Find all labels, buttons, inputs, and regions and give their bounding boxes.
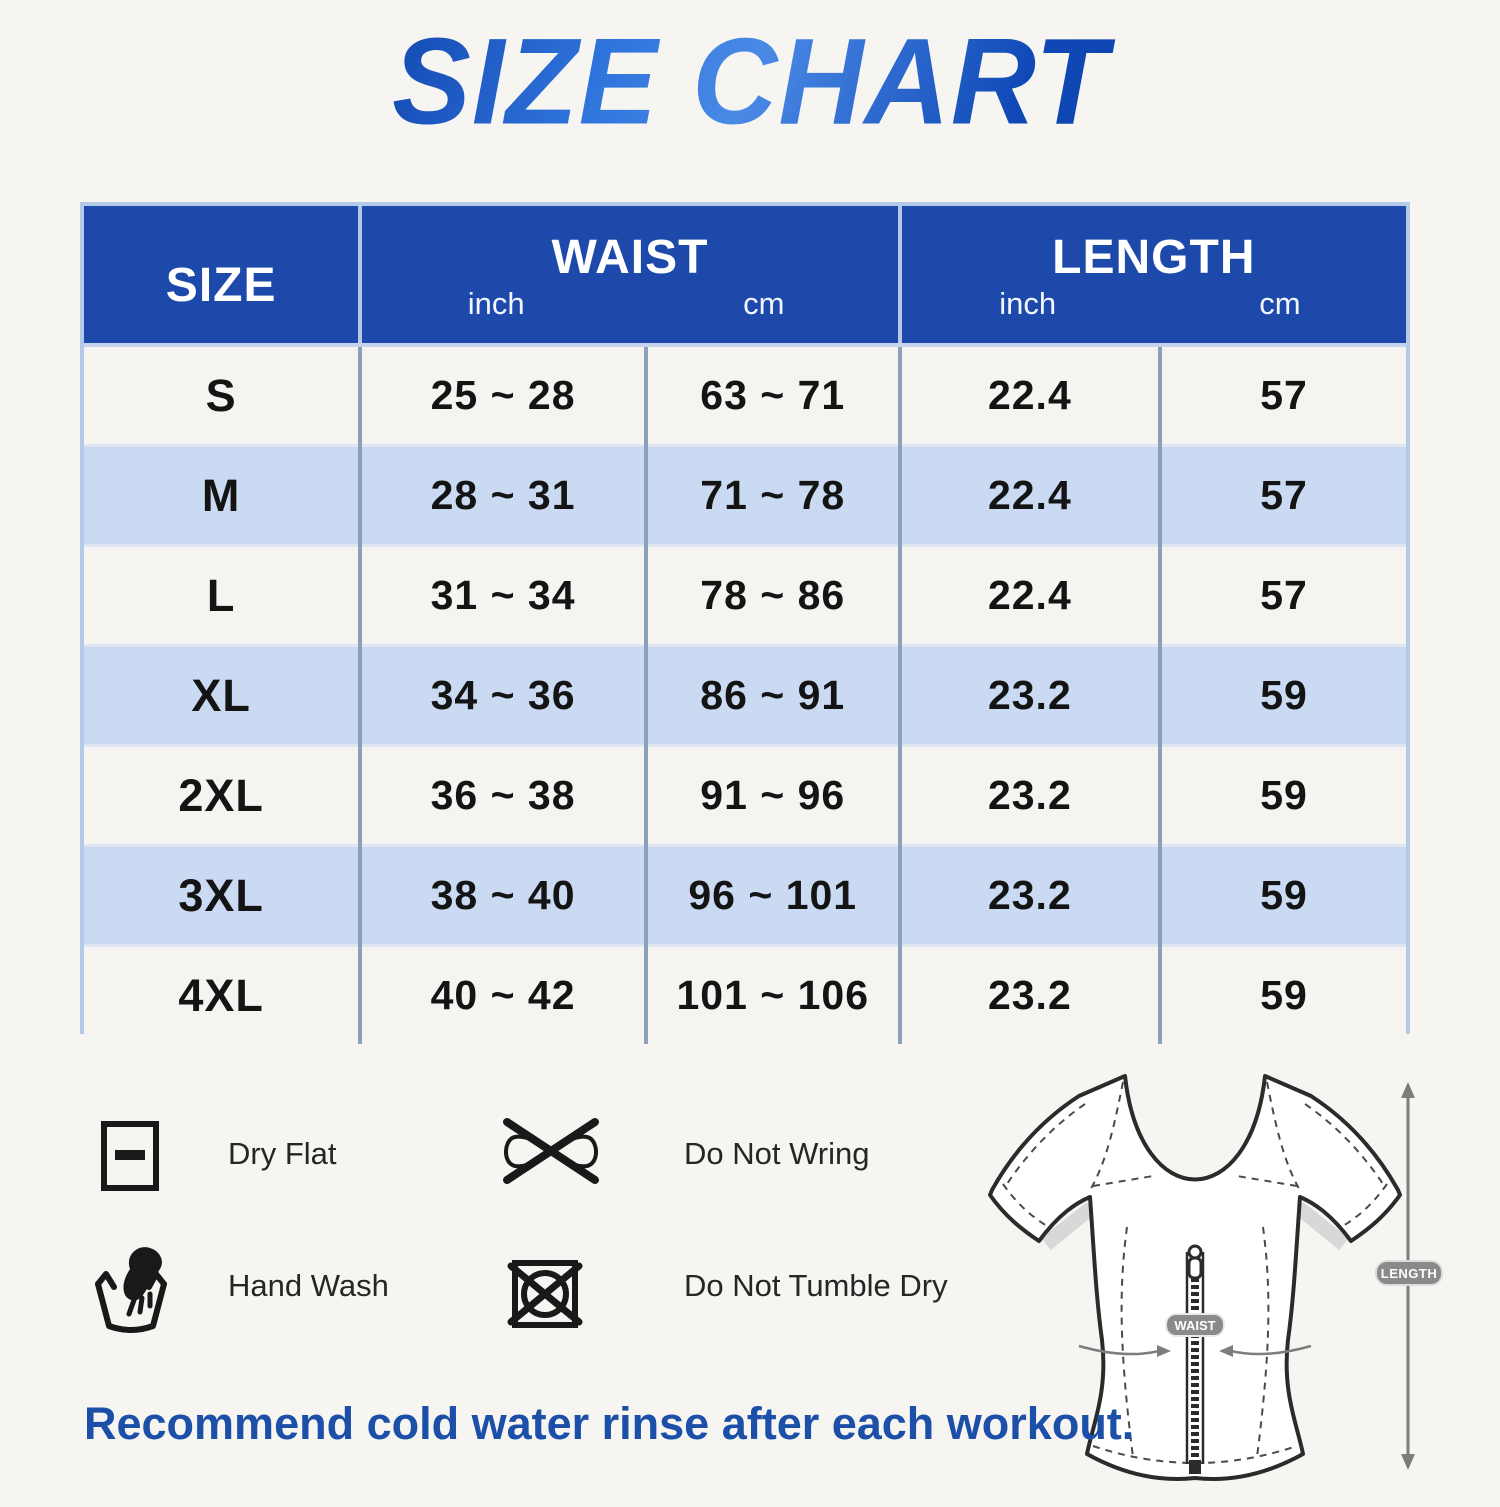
size-cell: 3XL — [84, 846, 360, 946]
waist-inch-cell: 28 ~ 31 — [360, 446, 646, 546]
page-title: SIZE CHART — [0, 11, 1500, 152]
table-row — [84, 846, 1406, 946]
length-inch-cell: 23.2 — [900, 746, 1160, 846]
table-row — [84, 345, 1406, 446]
footer-note: Recommend cold water rinse after each workout. — [84, 1398, 1135, 1449]
length-pill-label: LENGTH — [1380, 1266, 1438, 1281]
length-cm-cell: 59 — [1160, 846, 1406, 946]
length-cm-cell: 59 — [1160, 746, 1406, 846]
hand-wash-label: Hand Wash — [228, 1268, 389, 1303]
table-row — [84, 546, 1406, 646]
table-row — [84, 946, 1406, 1045]
length-header-label: LENGTH — [1052, 231, 1256, 284]
length-cm-cell: 57 — [1160, 345, 1406, 446]
dry-flat-label: Dry Flat — [228, 1136, 337, 1171]
do-not-tumble-dry-label: Do Not Tumble Dry — [684, 1268, 948, 1303]
table-row — [84, 746, 1406, 846]
waist-inch-unit-label: inch — [467, 286, 525, 321]
size-column-header — [84, 206, 360, 345]
waist-cm-cell: 91 ~ 96 — [646, 746, 900, 846]
waist-inch-cell: 25 ~ 28 — [360, 345, 646, 446]
length-cm-cell: 59 — [1160, 946, 1406, 1045]
waist-inch-cell: 34 ~ 36 — [360, 646, 646, 746]
length-cm-unit-label: cm — [1259, 286, 1301, 321]
waist-pill-label: WAIST — [1174, 1318, 1216, 1333]
waist-inch-cell: 31 ~ 34 — [360, 546, 646, 646]
length-inch-cell: 23.2 — [900, 846, 1160, 946]
size-table-body — [84, 345, 1406, 1044]
size-cell: XL — [84, 646, 360, 746]
length-inch-cell: 23.2 — [900, 946, 1160, 1045]
size-chart-table-container — [80, 202, 1410, 1034]
waist-cm-cell: 86 ~ 91 — [646, 646, 900, 746]
size-cell: 2XL — [84, 746, 360, 846]
do-not-tumble-dry-icon — [506, 1254, 584, 1334]
waist-cm-cell: 101 ~ 106 — [646, 946, 900, 1045]
waist-cm-cell: 63 ~ 71 — [646, 345, 900, 446]
size-cell: M — [84, 446, 360, 546]
waist-inch-cell: 38 ~ 40 — [360, 846, 646, 946]
hand-wash-icon — [92, 1242, 170, 1334]
waist-inch-cell: 36 ~ 38 — [360, 746, 646, 846]
waist-cm-cell: 71 ~ 78 — [646, 446, 900, 546]
waist-cm-cell: 78 ~ 86 — [646, 546, 900, 646]
waist-header-label: WAIST — [551, 231, 709, 284]
size-cell: S — [84, 345, 360, 446]
length-inch-cell: 23.2 — [900, 646, 1160, 746]
length-inch-cell: 22.4 — [900, 446, 1160, 546]
dry-flat-icon — [100, 1120, 160, 1192]
header-row — [84, 206, 1406, 345]
size-chart-table — [84, 206, 1406, 1044]
table-row — [84, 646, 1406, 746]
length-inch-cell: 22.4 — [900, 546, 1160, 646]
waist-cm-unit-label: cm — [743, 286, 785, 321]
waist-cm-cell: 96 ~ 101 — [646, 846, 900, 946]
length-inch-unit-label: inch — [999, 286, 1057, 321]
waist-column-header — [360, 206, 899, 345]
length-inch-cell: 22.4 — [900, 345, 1160, 446]
size-header-label: SIZE — [165, 259, 277, 312]
length-column-header — [900, 206, 1406, 345]
do-not-wring-label: Do Not Wring — [684, 1136, 870, 1171]
table-row — [84, 446, 1406, 546]
size-cell: L — [84, 546, 360, 646]
length-cm-cell: 57 — [1160, 446, 1406, 546]
length-cm-cell: 57 — [1160, 546, 1406, 646]
waist-inch-cell: 40 ~ 42 — [360, 946, 646, 1045]
size-cell: 4XL — [84, 946, 360, 1045]
do-not-wring-icon — [498, 1114, 604, 1188]
length-cm-cell: 59 — [1160, 646, 1406, 746]
